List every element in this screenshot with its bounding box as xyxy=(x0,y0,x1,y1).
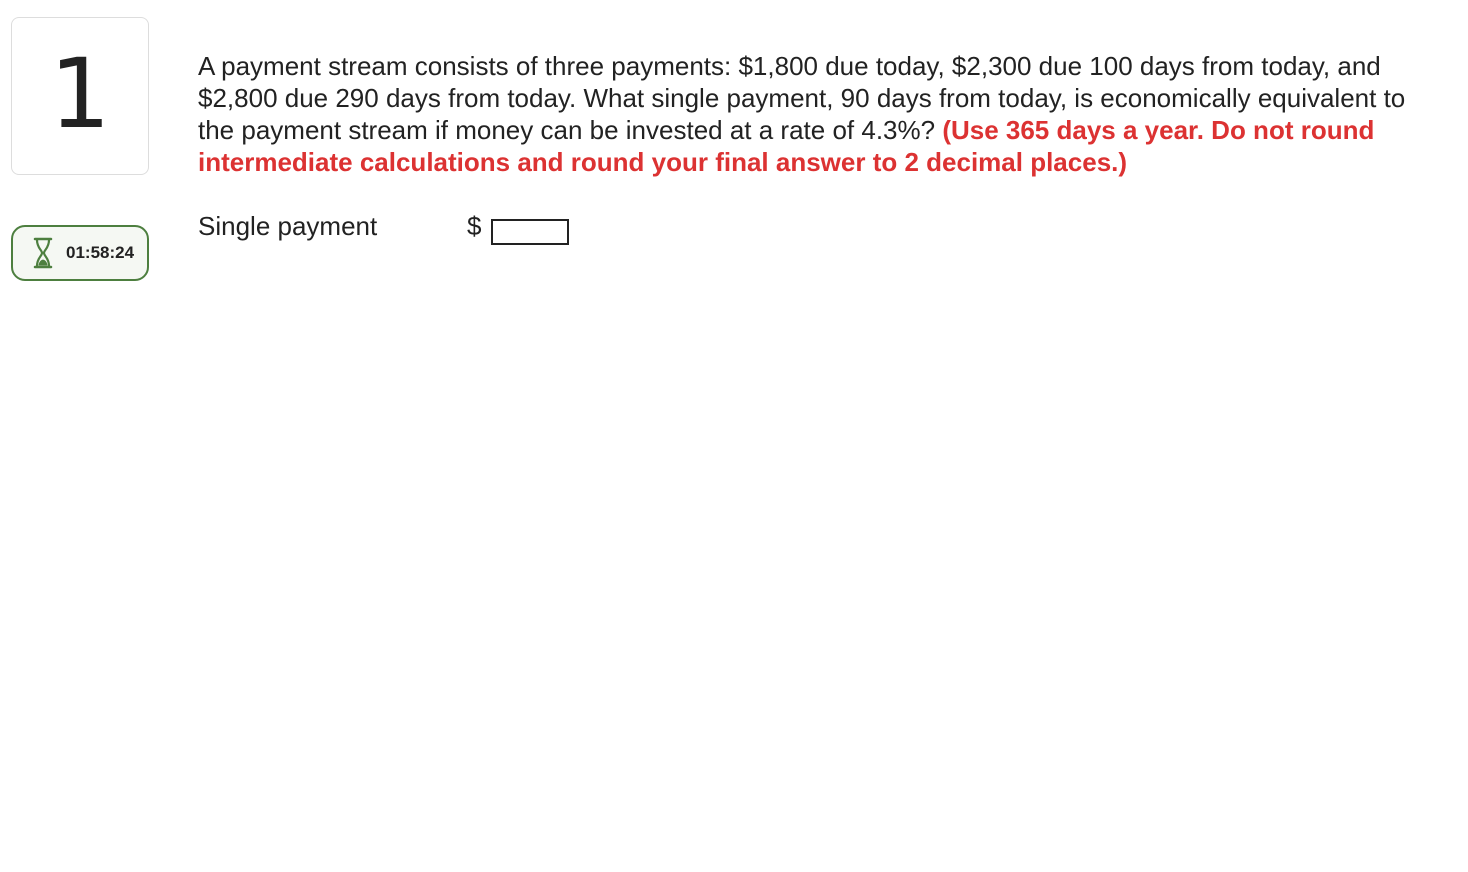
single-payment-input[interactable] xyxy=(491,219,569,245)
currency-symbol: $ xyxy=(467,211,482,241)
answer-row xyxy=(198,210,618,246)
question-instructions: (Use 365 days a year. Do not round intermediate calculations and round your final answer to 2 decimal places.) xyxy=(198,115,1375,177)
question-prompt xyxy=(198,50,1438,178)
hourglass-icon xyxy=(32,237,54,269)
timer-value: 01:58:24 xyxy=(66,243,135,262)
question-number: 1 xyxy=(49,38,111,150)
timer-badge xyxy=(11,225,149,281)
answer-label: Single payment xyxy=(198,211,378,241)
question-text: A payment stream consists of three payments: $1,800 due today, $2,300 due 100 days from today, and $2,800 due 290 days from today. What single payment, 90 days from today, is economically equivalent to the payment stream if money can be invested at a rate of 4.3%? xyxy=(198,51,1406,145)
question-number-box xyxy=(11,17,149,175)
